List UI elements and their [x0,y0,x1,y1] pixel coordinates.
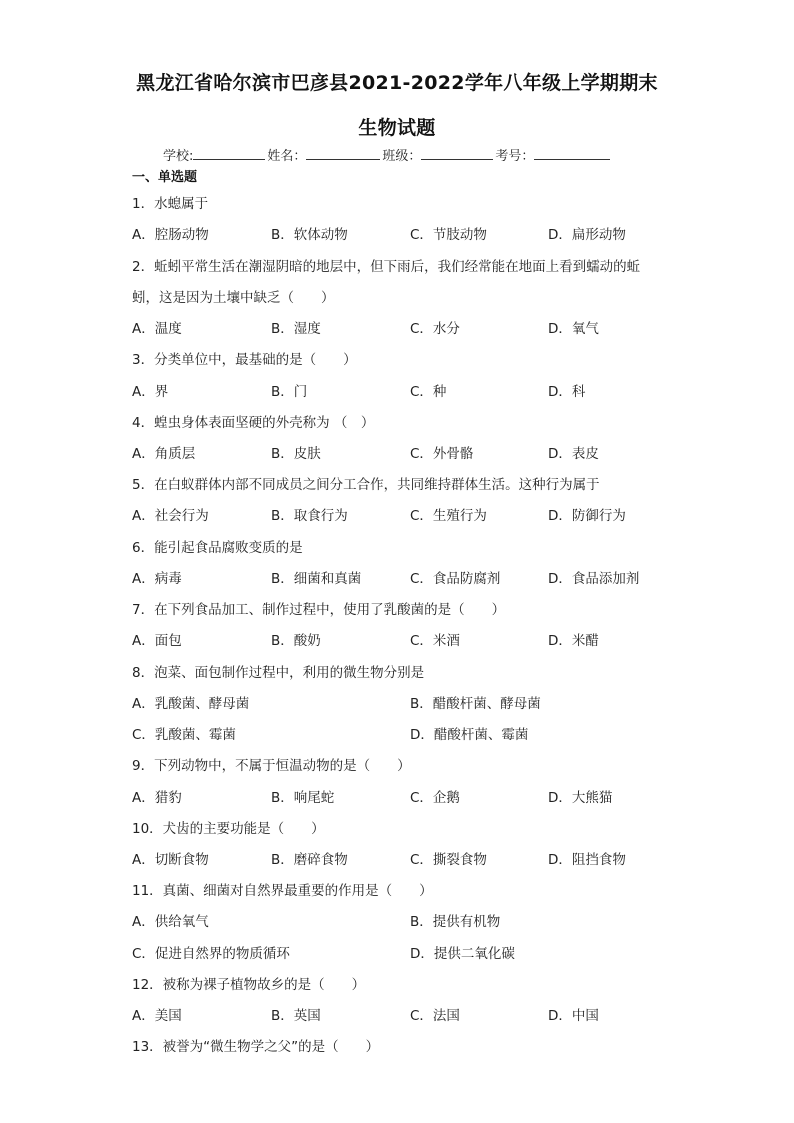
option-d: D．防御行为 [548,508,626,524]
option-d: D．阻挡食物 [548,852,626,868]
option-c: C．水分 [410,321,460,337]
class-blank[interactable] [421,147,493,160]
option-b: B．软体动物 [271,227,348,243]
question-stem-continued: 蚓，这是因为土壤中缺乏（ ） [132,290,335,306]
option-d: D．科 [548,384,586,400]
question-stem: 11．真菌、细菌对自然界最重要的作用是（ ） [132,883,433,899]
option-a: A．界 [132,384,169,400]
option-a: A．美国 [132,1008,182,1024]
option-c: C．企鹅 [410,790,460,806]
option-c: C．外骨骼 [410,446,474,462]
option-d: D．食品添加剂 [548,571,640,587]
name-blank[interactable] [306,147,380,160]
class-label: 班级： [382,149,422,164]
question-stem: 10．犬齿的主要功能是（ ） [132,821,325,837]
option-a: A．供给氧气 [132,914,209,930]
option-d: D．扁形动物 [548,227,626,243]
student-info-line [163,145,612,164]
option-b: B．醋酸杆菌、酵母菌 [410,696,541,712]
option-c: C．食品防腐剂 [410,571,501,587]
option-a: A．猎豹 [132,790,182,806]
option-c: C．生殖行为 [410,508,487,524]
question-stem: 5．在白蚁群体内部不同成员之间分工合作，共同维持群体生活。这种行为属于 [132,477,600,493]
option-d: D．表皮 [548,446,599,462]
question-stem: 6．能引起食品腐败变质的是 [132,540,303,556]
question-stem: 3．分类单位中，最基础的是（ ） [132,352,357,368]
option-a: A．面包 [132,633,182,649]
option-b: B．磨碎食物 [271,852,348,868]
option-c: C．法国 [410,1008,460,1024]
option-d: D．中国 [548,1008,599,1024]
option-b: B．湿度 [271,321,321,337]
question-stem: 7．在下列食品加工、制作过程中，使用了乳酸菌的是（ ） [132,602,506,618]
option-a: A．乳酸菌、酵母菌 [132,696,250,712]
option-a: A．病毒 [132,571,182,587]
option-d: D．氧气 [548,321,599,337]
option-c: C．撕裂食物 [410,852,487,868]
option-d: D．醋酸杆菌、霉菌 [410,727,529,743]
option-c: C．促进自然界的物质循环 [132,946,290,962]
option-b: B．门 [271,384,308,400]
option-b: B．响尾蛇 [271,790,335,806]
option-d: D．米醋 [548,633,599,649]
question-stem: 2．蚯蚓平常生活在潮湿阴暗的地层中，但下雨后，我们经常能在地面上看到蠕动的蚯 [132,259,641,275]
exam-number-label: 考号： [495,149,535,164]
question-stem: 12．被称为裸子植物故乡的是（ ） [132,977,366,993]
option-a: A．温度 [132,321,182,337]
option-a: A．切断食物 [132,852,209,868]
name-label: 姓名： [267,149,307,164]
question-stem: 13．被誉为“微生物学之父”的是（ ） [132,1039,380,1055]
option-c: C．乳酸菌、霉菌 [132,727,236,743]
option-b: B．酸奶 [271,633,321,649]
exam-number-blank[interactable] [534,147,610,160]
option-c: C．种 [410,384,447,400]
option-b: B．英国 [271,1008,321,1024]
question-stem: 9．下列动物中，不属于恒温动物的是（ ） [132,758,411,774]
option-b: B．皮肤 [271,446,321,462]
question-stem: 8．泡菜、面包制作过程中，利用的微生物分别是 [132,665,425,681]
page-subtitle: 生物试题 [358,117,436,139]
option-d: D．大熊猫 [548,790,613,806]
option-b: B．细菌和真菌 [271,571,362,587]
option-a: A．角质层 [132,446,196,462]
option-d: D．提供二氧化碳 [410,946,515,962]
option-c: C．节肢动物 [410,227,487,243]
section-heading: 一、单选题 [132,170,198,185]
option-a: A．腔肠动物 [132,227,209,243]
option-b: B．提供有机物 [410,914,501,930]
school-label: 学校: [163,149,194,164]
school-blank[interactable] [193,147,265,160]
question-stem: 1．水螅属于 [132,196,209,212]
option-c: C．米酒 [410,633,460,649]
option-b: B．取食行为 [271,508,348,524]
question-stem: 4．蝗虫身体表面坚硬的外壳称为 （ ） [132,415,375,431]
page-title: 黑龙江省哈尔滨市巴彦县2021-2022学年八年级上学期期末 [136,72,658,94]
option-a: A．社会行为 [132,508,209,524]
